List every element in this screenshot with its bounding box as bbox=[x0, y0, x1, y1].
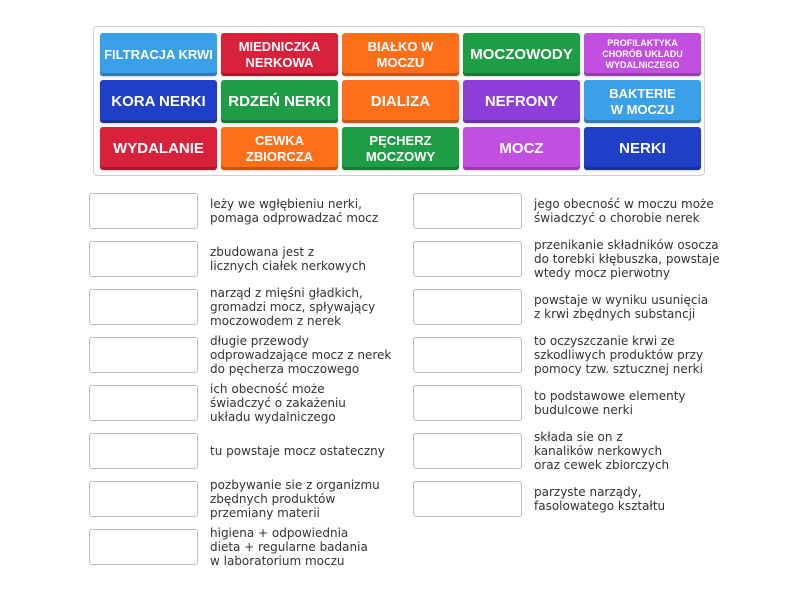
clue-text: to podstawowe elementy budulcowe nerki bbox=[534, 389, 686, 417]
drop-box[interactable] bbox=[413, 337, 522, 373]
answer-tile[interactable]: DIALIZA bbox=[342, 80, 459, 123]
clue-text: powstaje w wyniku usunięcia z krwi zbędnych substancji bbox=[534, 293, 709, 321]
clue-text: parzyste narządy, fasolowatego kształtu bbox=[534, 485, 666, 513]
answer-tile[interactable]: BAKTERIE W MOCZU bbox=[584, 80, 701, 123]
answer-tile[interactable]: BIAŁKO W MOCZU bbox=[342, 33, 459, 76]
drop-box[interactable] bbox=[89, 193, 198, 229]
clue-text: długie przewody odprowadzające mocz z nerek do pęcherza moczowego bbox=[210, 334, 392, 376]
clue-text: ich obecność może świadczyć o zakażeniu układu wydalniczego bbox=[210, 382, 346, 424]
clue-text: pozbywanie sie z organizmu zbędnych produktów przemiany materii bbox=[210, 478, 380, 520]
drop-box[interactable] bbox=[413, 241, 522, 277]
drop-box[interactable] bbox=[89, 433, 198, 469]
drop-box[interactable] bbox=[89, 385, 198, 421]
drop-box[interactable] bbox=[413, 433, 522, 469]
clue-text: leży we wgłębieniu nerki, pomaga odprowadzać mocz bbox=[210, 197, 379, 225]
answer-tile[interactable]: NEFRONY bbox=[463, 80, 580, 123]
answer-tile[interactable]: MOCZ bbox=[463, 127, 580, 170]
clue-text: narząd z mięśni gładkich, gromadzi mocz, spływający moczowodem z nerek bbox=[210, 286, 376, 328]
answer-tile[interactable]: CEWKA ZBIORCZA bbox=[221, 127, 338, 170]
clue-text: zbudowana jest z licznych ciałek nerkowych bbox=[210, 245, 367, 273]
drop-box[interactable] bbox=[413, 481, 522, 517]
drop-box[interactable] bbox=[413, 385, 522, 421]
clue-text: to oczyszczanie krwi ze szkodliwych produktów przy pomocy tzw. sztucznej nerki bbox=[534, 334, 704, 376]
answer-tile[interactable]: NERKI bbox=[584, 127, 701, 170]
drop-box[interactable] bbox=[89, 481, 198, 517]
drop-box[interactable] bbox=[89, 337, 198, 373]
answer-tile[interactable]: FILTRACJA KRWI bbox=[100, 33, 217, 76]
clue-text: składa sie on z kanalików nerkowych oraz cewek zbiorczych bbox=[534, 430, 670, 472]
clue-text: jego obecność w moczu może świadczyć o chorobie nerek bbox=[534, 197, 714, 225]
answer-bank bbox=[93, 26, 705, 176]
answer-tile[interactable]: MOCZOWODY bbox=[463, 33, 580, 76]
clue-text: higiena + odpowiednia dieta + regularne badania w laboratorium moczu bbox=[210, 526, 368, 568]
answer-tile[interactable]: KORA NERKI bbox=[100, 80, 217, 123]
clue-text: tu powstaje mocz ostateczny bbox=[210, 444, 385, 458]
answer-tile[interactable]: MIEDNICZKA NERKOWA bbox=[221, 33, 338, 76]
drop-box[interactable] bbox=[89, 529, 198, 565]
drop-box[interactable] bbox=[89, 289, 198, 325]
answer-tile[interactable]: WYDALANIE bbox=[100, 127, 217, 170]
clue-text: przenikanie składników osocza do torebki kłębuszka, powstaje wtedy mocz pierwotny bbox=[534, 238, 720, 280]
answer-tile[interactable]: PROFILAKTYKA CHORÓB UKŁADU WYDALNICZEGO bbox=[584, 33, 701, 76]
drop-box[interactable] bbox=[413, 289, 522, 325]
drop-box[interactable] bbox=[89, 241, 198, 277]
answer-tile[interactable]: PĘCHERZ MOCZOWY bbox=[342, 127, 459, 170]
answer-tile[interactable]: RDZEŃ NERKI bbox=[221, 80, 338, 123]
drop-box[interactable] bbox=[413, 193, 522, 229]
